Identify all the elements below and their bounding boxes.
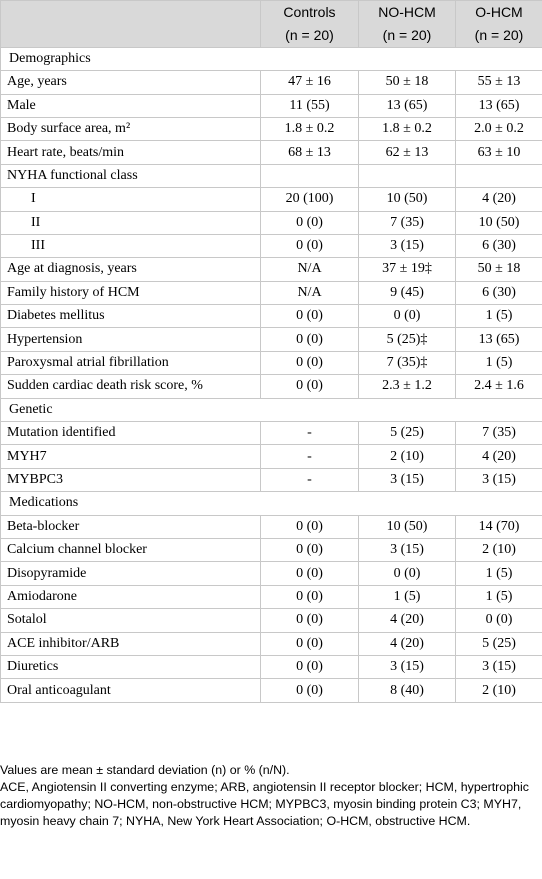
cell-o-hcm: 1 (5) [456,351,542,374]
table-row [1,305,542,328]
cell-o-hcm: 2.0 ± 0.2 [456,117,542,140]
cell-o-hcm: 55 ± 13 [456,71,542,94]
table-row [1,655,542,678]
cell-no-hcm: 5 (25) [359,422,456,445]
section-label: Demographics [1,47,542,70]
row-label: Hypertension [1,328,261,351]
row-label: Diabetes mellitus [1,305,261,328]
cell-controls: - [261,468,359,491]
cell-no-hcm [359,164,456,187]
cell-o-hcm: 63 ± 10 [456,141,542,164]
cell-controls: 11 (55) [261,94,359,117]
cell-controls: N/A [261,258,359,281]
cell-o-hcm [456,164,542,187]
section-row [1,492,542,515]
cell-o-hcm: 6 (30) [456,234,542,257]
cell-no-hcm: 7 (35)‡ [359,351,456,374]
row-label: Oral anticoagulant [1,679,261,702]
cell-o-hcm: 3 (15) [456,468,542,491]
section-label: Medications [1,492,542,515]
table-row [1,71,542,94]
table-row [1,632,542,655]
header-o-hcm-n: (n = 20) [456,24,542,47]
cell-controls [261,164,359,187]
table-row [1,141,542,164]
cell-o-hcm: 4 (20) [456,445,542,468]
row-label: Paroxysmal atrial fibrillation [1,351,261,374]
table-row [1,351,542,374]
cell-no-hcm: 10 (50) [359,515,456,538]
cell-o-hcm: 1 (5) [456,562,542,585]
cell-controls: 0 (0) [261,632,359,655]
table-row [1,562,542,585]
cell-controls: N/A [261,281,359,304]
table-body [1,47,542,702]
row-label: Diuretics [1,655,261,678]
cell-o-hcm: 0 (0) [456,609,542,632]
table-row [1,375,542,398]
cell-controls: 0 (0) [261,234,359,257]
cell-controls: 1.8 ± 0.2 [261,117,359,140]
table-row [1,422,542,445]
cell-controls: - [261,422,359,445]
header-corner [1,1,261,48]
table-row [1,609,542,632]
cell-o-hcm: 4 (20) [456,188,542,211]
cell-controls: 0 (0) [261,609,359,632]
row-label: Age at diagnosis, years [1,258,261,281]
section-row [1,47,542,70]
header-o-hcm: O-HCM [456,1,542,24]
cell-o-hcm: 7 (35) [456,422,542,445]
cell-no-hcm: 2.3 ± 1.2 [359,375,456,398]
table-row [1,117,542,140]
cell-o-hcm: 1 (5) [456,305,542,328]
table-row [1,538,542,561]
row-label: Sotalol [1,609,261,632]
cell-no-hcm: 3 (15) [359,468,456,491]
row-label: II [1,211,261,234]
cell-no-hcm: 0 (0) [359,305,456,328]
table-row [1,679,542,702]
row-label: ACE inhibitor/ARB [1,632,261,655]
row-label: NYHA functional class [1,164,261,187]
table-row [1,328,542,351]
cell-o-hcm: 3 (15) [456,655,542,678]
table-footnotes [0,762,542,830]
footnote-abbreviations: ACE, Angiotensin II converting enzyme; ARB, angiotensin II receptor blocker; HCM, hypertrophic cardiomyopathy; NO-HCM, non-obstructive HCM; MYPBC3, myosin binding protein C3; MYH7, myosin heavy chain 7; NYHA, New York Heart Association; O-HCM, obstructive HCM. [0,780,529,828]
cell-no-hcm: 1.8 ± 0.2 [359,117,456,140]
row-label: III [1,234,261,257]
table-header [1,1,542,48]
cell-controls: 0 (0) [261,655,359,678]
cell-controls: 0 (0) [261,515,359,538]
table-row [1,445,542,468]
section-label: Genetic [1,398,542,421]
row-label: Family history of HCM [1,281,261,304]
cell-controls: 20 (100) [261,188,359,211]
row-label: Heart rate, beats/min [1,141,261,164]
row-label: Body surface area, m² [1,117,261,140]
cell-controls: 68 ± 13 [261,141,359,164]
cell-o-hcm: 13 (65) [456,94,542,117]
table-row [1,258,542,281]
table-row [1,468,542,491]
cell-o-hcm: 14 (70) [456,515,542,538]
row-label: Age, years [1,71,261,94]
cell-controls: 0 (0) [261,351,359,374]
cell-no-hcm: 10 (50) [359,188,456,211]
row-label: Mutation identified [1,422,261,445]
cell-o-hcm: 1 (5) [456,585,542,608]
cell-o-hcm: 2 (10) [456,538,542,561]
header-controls-n: (n = 20) [261,24,359,47]
table-row [1,515,542,538]
cell-no-hcm: 3 (15) [359,538,456,561]
table-row [1,211,542,234]
table-row [1,281,542,304]
row-label: MYH7 [1,445,261,468]
cell-controls: 0 (0) [261,211,359,234]
cell-no-hcm: 3 (15) [359,655,456,678]
table-row [1,164,542,187]
row-label: Male [1,94,261,117]
cell-no-hcm: 62 ± 13 [359,141,456,164]
row-label: Amiodarone [1,585,261,608]
cell-o-hcm: 2.4 ± 1.6 [456,375,542,398]
cell-no-hcm: 0 (0) [359,562,456,585]
cell-no-hcm: 5 (25)‡ [359,328,456,351]
cell-no-hcm: 4 (20) [359,632,456,655]
cell-o-hcm: 2 (10) [456,679,542,702]
row-label: Sudden cardiac death risk score, % [1,375,261,398]
cell-controls: 47 ± 16 [261,71,359,94]
cell-controls: 0 (0) [261,328,359,351]
cell-no-hcm: 37 ± 19‡ [359,258,456,281]
cell-controls: 0 (0) [261,305,359,328]
cell-no-hcm: 3 (15) [359,234,456,257]
cell-controls: 0 (0) [261,585,359,608]
cell-o-hcm: 13 (65) [456,328,542,351]
cell-no-hcm: 50 ± 18 [359,71,456,94]
cell-controls: 0 (0) [261,679,359,702]
row-label: Calcium channel blocker [1,538,261,561]
table-row [1,188,542,211]
cell-no-hcm: 7 (35) [359,211,456,234]
header-no-hcm: NO-HCM [359,1,456,24]
cell-controls: - [261,445,359,468]
header-controls: Controls [261,1,359,24]
row-label: MYBPC3 [1,468,261,491]
cell-o-hcm: 50 ± 18 [456,258,542,281]
table-row [1,234,542,257]
cell-o-hcm: 10 (50) [456,211,542,234]
cell-no-hcm: 13 (65) [359,94,456,117]
cell-controls: 0 (0) [261,538,359,561]
cell-no-hcm: 4 (20) [359,609,456,632]
cell-o-hcm: 6 (30) [456,281,542,304]
row-label: Beta-blocker [1,515,261,538]
row-label: I [1,188,261,211]
header-no-hcm-n: (n = 20) [359,24,456,47]
table-row [1,585,542,608]
cell-controls: 0 (0) [261,375,359,398]
table-row [1,94,542,117]
row-label: Disopyramide [1,562,261,585]
cell-no-hcm: 8 (40) [359,679,456,702]
cell-no-hcm: 9 (45) [359,281,456,304]
section-row [1,398,542,421]
cell-o-hcm: 5 (25) [456,632,542,655]
cell-controls: 0 (0) [261,562,359,585]
cell-no-hcm: 2 (10) [359,445,456,468]
cell-no-hcm: 1 (5) [359,585,456,608]
footnote-values: Values are mean ± standard deviation (n) or % (n/N). [0,763,290,777]
